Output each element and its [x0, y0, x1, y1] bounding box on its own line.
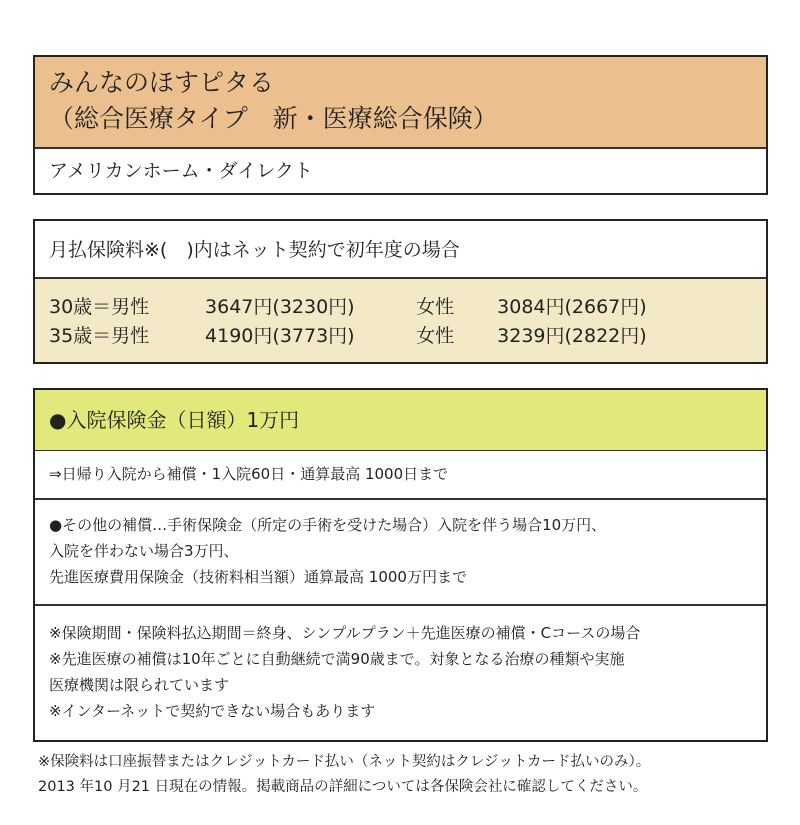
female-label: 女性	[416, 296, 455, 318]
other-benefit-line: ●その他の補償…手術保険金（所定の手術を受けた場合）入院を伴う場合10万円、	[49, 516, 607, 534]
female-premium: 3084円(2667円)	[497, 296, 647, 318]
company-name: アメリカンホーム・ダイレクト	[49, 160, 313, 182]
benefit-heading: ●入院保険金（日額）1万円	[35, 390, 766, 450]
hospital-note: ⇒日帰り入院から補償・1入院60日・通算最高 1000日まで	[35, 450, 766, 498]
male-premium: 3647円(3230円)	[205, 296, 355, 318]
other-benefit-line: 先進医療費用保険金（技術料相当額）通算最高 1000万円まで	[49, 568, 467, 586]
note-line: ※保険期間・保険料払込期間＝終身、シンプルプラン＋先進医療の補償・Cコースの場合	[49, 624, 641, 642]
age-label: 30歳＝男性	[49, 296, 150, 318]
female-premium: 3239円(2822円)	[497, 325, 647, 347]
footnote-line: 2013 年10 月21 日現在の情報。掲載商品の詳細については各保険会社に確認してください。	[38, 779, 648, 795]
male-premium: 4190円(3773円)	[205, 325, 355, 347]
other-benefits	[35, 498, 766, 604]
female-label: 女性	[416, 325, 455, 347]
product-card	[33, 55, 768, 195]
product-title	[35, 57, 766, 149]
premium-row	[49, 293, 766, 322]
notes	[35, 604, 766, 740]
note-line: ※先進医療の補償は10年ごとに自動継続で満90歳まで。対象となる治療の種類や実施	[49, 650, 625, 668]
product-name: みんなのほすピタる	[49, 68, 275, 97]
premium-row	[49, 322, 766, 351]
note-line: ※インターネットで契約できない場合もあります	[49, 702, 376, 720]
age-label: 35歳＝男性	[49, 325, 150, 347]
product-subtitle: （総合医療タイプ 新・医療総合保険）	[49, 104, 498, 133]
benefits-card	[33, 388, 768, 742]
premium-card	[33, 219, 768, 364]
footnote-line: ※保険料は口座振替またはクレジットカード払い（ネット契約はクレジットカード払いのみ）。	[38, 754, 651, 770]
premium-heading: 月払保険料※( )内はネット契約で初年度の場合	[49, 239, 460, 261]
note-line: 医療機関は限られています	[49, 676, 230, 694]
premium-table	[35, 277, 766, 362]
footnotes	[38, 750, 650, 800]
other-benefit-line: 入院を伴わない場合3万円、	[49, 542, 239, 560]
